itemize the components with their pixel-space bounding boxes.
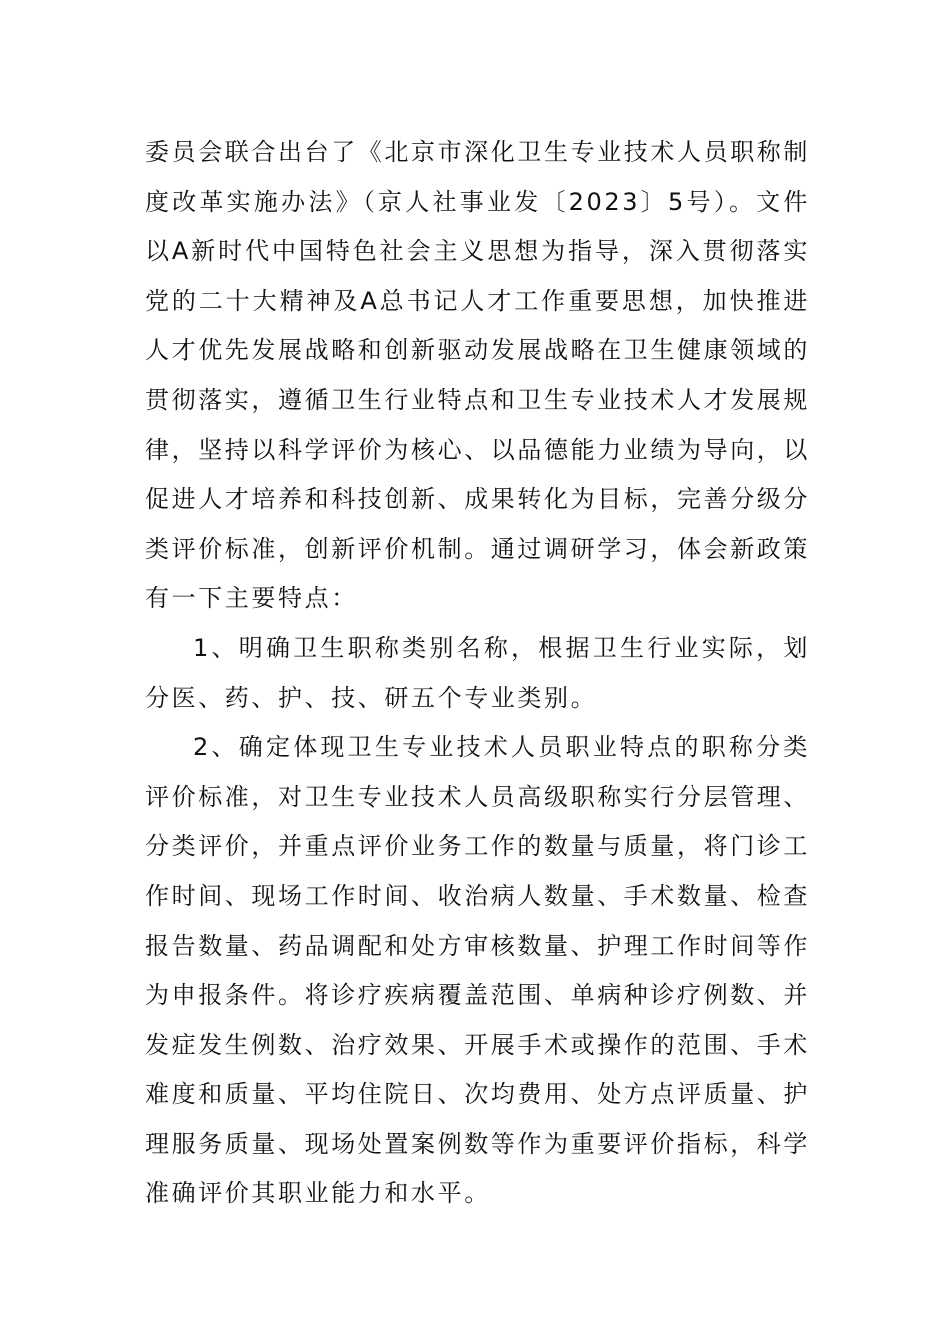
paragraph-policy-overview: 委员会联合出台了《北京市深化卫生专业技术人员职称制度改革实施办法》（京人社事业发〔2023〕5号）。文件以A新时代中国特色社会主义思想为指导，深入贯彻落实党的二十大精神及A总书记人才工作重要思想，加快推进人才优先发展战略和创新驱动发展战略在卫生健康领域的贯彻落实，遵循卫生行业特点和卫生专业技术人才发展规律，坚持以科学评价为核心、以品德能力业绩为导向，以促进人才培养和科技创新、成果转化为目标，完善分级分类评价标准，创新评价机制。通过调研学习，体会新政策有一下主要特点： xyxy=(145,138,810,613)
paragraph-point-1: 1、明确卫生职称类别名称，根据卫生行业实际，划分医、药、护、技、研五个专业类别。 xyxy=(145,633,810,712)
paragraph-point-2: 2、确定体现卫生专业技术人员职业特点的职称分类评价标准，对卫生专业技术人员高级职称实行分层管理、分类评价，并重点评价业务工作的数量与质量，将门诊工作时间、现场工作时间、收治病人数量、手术数量、检查报告数量、药品调配和处方审核数量、护理工作时间等作为申报条件。将诊疗疾病覆盖范围、单病种诊疗例数、并发症发生例数、治疗效果、开展手术或操作的范围、手术难度和质量、平均住院日、次均费用、处方点评质量、护理服务质量、现场处置案例数等作为重要评价指标，科学准确评价其职业能力和水平。 xyxy=(145,733,810,1208)
document-body xyxy=(145,128,810,1219)
